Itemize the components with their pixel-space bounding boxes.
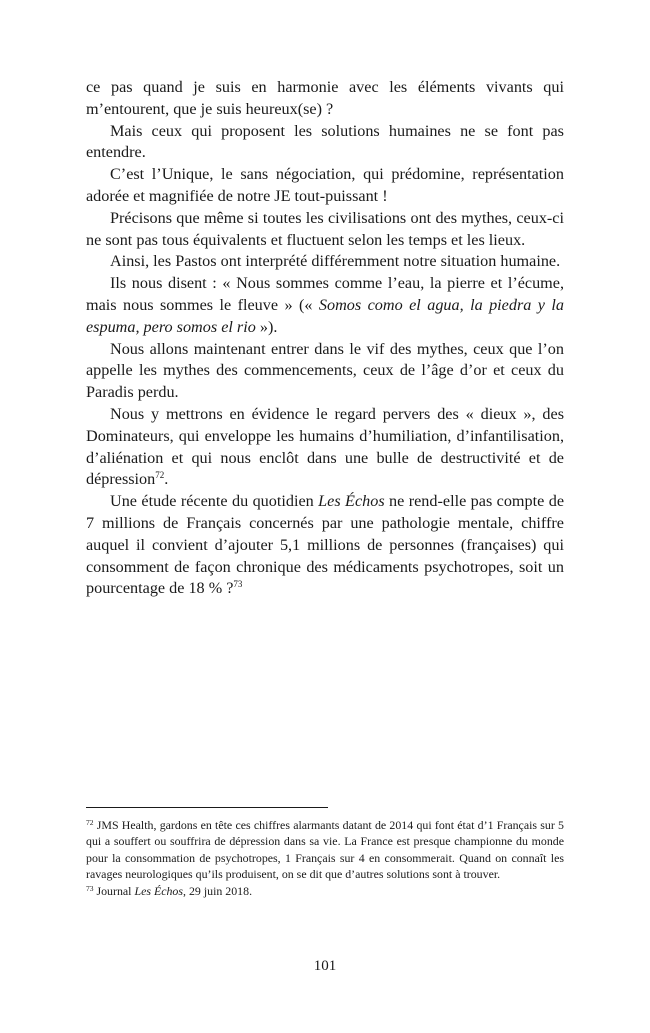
paragraph: C’est l’Unique, le sans négociation, qui prédomine, représentation adorée et magnifiée de notre JE tout-puissant ! xyxy=(86,165,564,205)
quote-text: Ils nous disent : « Nous sommes comme l’eau, la pierre et l’écume, mais nous sommes le fleuve » (« xyxy=(86,274,564,314)
footnote-ref-73[interactable]: 73 xyxy=(233,579,243,590)
paragraph-with-footnote xyxy=(86,404,564,491)
footnote-ref-72[interactable]: 72 xyxy=(155,470,165,481)
paragraph: Mais ceux qui proposent les solutions humaines ne se font pas entendre. xyxy=(86,121,564,162)
footnote-text-end: , 29 juin 2018. xyxy=(183,883,253,898)
footnote-number: 73 xyxy=(86,883,94,893)
page-number: 101 xyxy=(313,958,337,974)
paragraph: Ainsi, les Pastos ont interprété différemment notre situation humaine. xyxy=(110,252,561,271)
paragraph-quote xyxy=(86,273,564,338)
paragraph-continued: ce pas quand je suis en harmonie avec les éléments vivants qui m’entourent, que je suis heureux(se) ? xyxy=(86,78,564,118)
paragraph: Nous allons maintenant entrer dans le vif des mythes, ceux que l’on appelle les mythes des commencements, ceux de l’âge d’or et ceux du Paradis perdu. xyxy=(86,339,564,402)
newspaper-title: Les Échos xyxy=(134,883,184,898)
footnote-number: 72 xyxy=(86,818,94,827)
footnotes xyxy=(86,817,564,899)
paragraph-with-footnote xyxy=(86,491,564,600)
paragraph-text: Une étude récente du quotidien xyxy=(110,492,319,511)
paragraph-text: Nous y mettrons en évidence le regard pervers des « dieux », des Dominateurs, qui enveloppe les humains d’humiliation, d’infantilisation, d’aliénation et qui nous enclôt dans une bulle de destructivité et de dépression xyxy=(86,404,564,489)
footnote-73 xyxy=(86,883,564,899)
footnote-text: JMS Health, gardons en tête ces chiffres alarmants datant de 2014 qui font état d’1 Français sur 5 qui a souffert ou souffrira de dépression dans sa vie. La France est presque championne du monde pour la consommation de psychotropes, 1 Français sur 4 en consommerait. Quand on connaît les ravages neurologiques qu’ils produisent, on se dit que d’autres solutions sont à trouver. xyxy=(86,818,564,882)
quote-italic: Somos como el agua, la piedra y la espuma, pero somos el rio xyxy=(86,295,564,336)
paragraph: Précisons que même si toutes les civilisations ont des mythes, ceux-ci ne sont pas tous équivalents et fluctuent selon les temps et les lieux. xyxy=(86,208,564,249)
newspaper-title: Les Échos xyxy=(318,492,385,511)
quote-end: »). xyxy=(255,317,278,336)
footnote-72 xyxy=(86,817,564,883)
paragraph-text: ne rend-elle pas compte de 7 millions de Français concernés par une pathologie mentale, chiffre auquel il convient d’ajouter 5,1 millions de personnes (françaises) qui consomment de façon chronique des médicaments psychotropes, soit un pourcentage de 18 % ? xyxy=(86,492,564,598)
main-text xyxy=(86,77,564,600)
footnote-text: Journal xyxy=(93,883,135,898)
footnote-separator xyxy=(86,807,328,808)
paragraph-end: . xyxy=(164,470,169,489)
